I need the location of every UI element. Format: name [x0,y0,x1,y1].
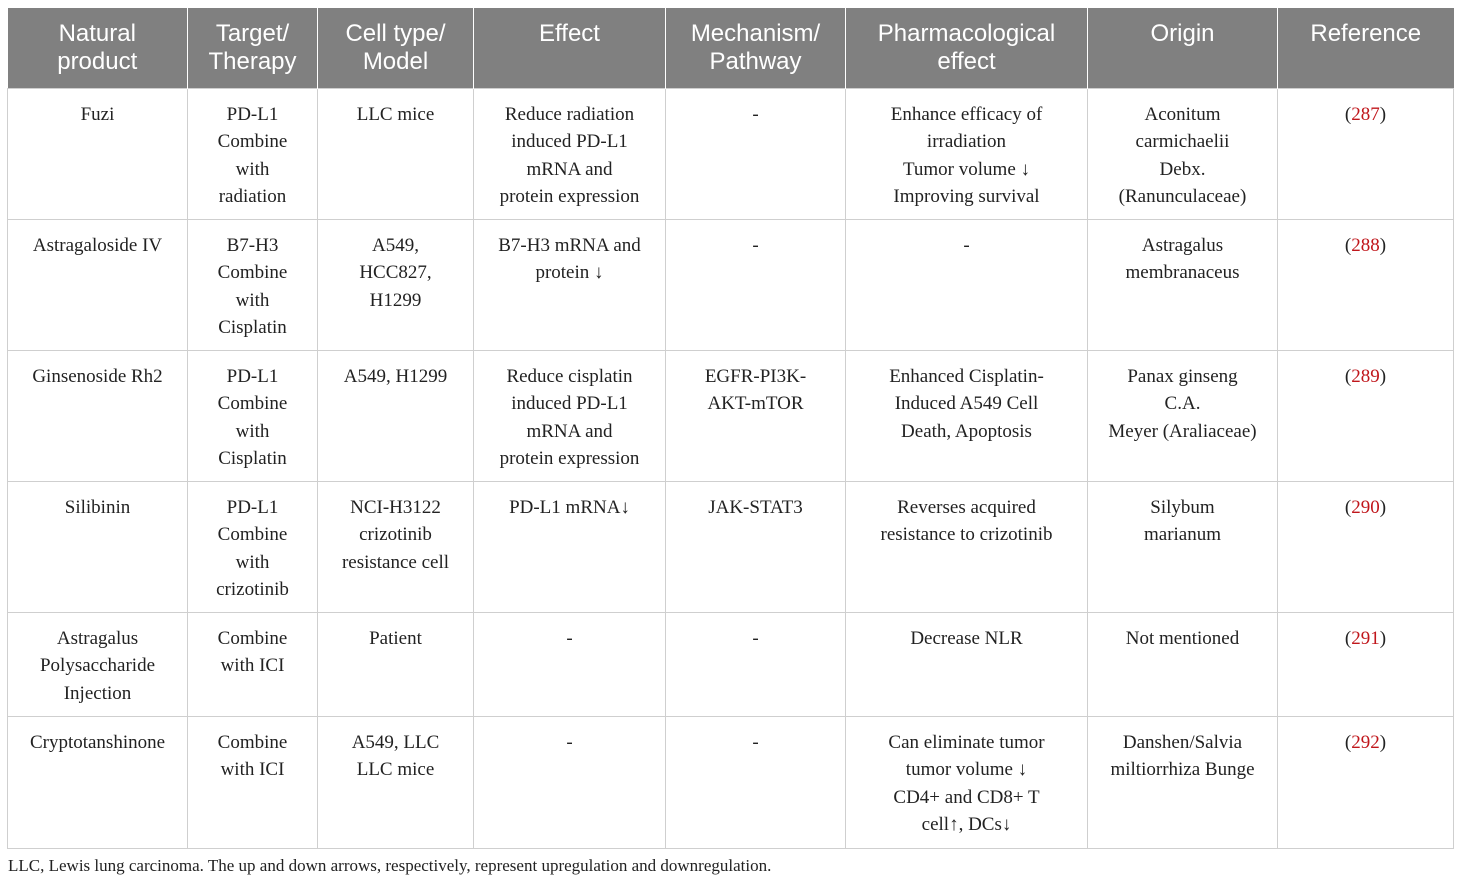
cell-cell-type-model: A549, HCC827, H1299 [318,219,474,350]
reference-link[interactable]: 290 [1351,496,1380,518]
cell-mechanism-pathway: EGFR-PI3K- AKT-mTOR [666,350,846,481]
table-row [8,481,1454,612]
table-footnote: LLC, Lewis lung carcinoma. The up and down arrows, respectively, represent upregulation and downregulation. [8,856,772,875]
cell-reference: (290) [1278,481,1454,612]
cell-pharmacological-effect: Can eliminate tumor tumor volume ↓ CD4+ and CD8+ T cell↑, DCs↓ [846,716,1088,848]
table-row [8,88,1454,219]
cell-effect: Reduce radiation induced PD-L1 mRNA and protein expression [474,88,666,219]
reference-link[interactable]: 287 [1351,103,1380,125]
cell-natural-product: Silibinin [8,481,188,612]
cell-cell-type-model: LLC mice [318,88,474,219]
cell-mechanism-pathway: JAK-STAT3 [666,481,846,612]
cell-reference: (291) [1278,612,1454,716]
header-target-therapy: Target/ Therapy [188,8,318,88]
cell-natural-product: Astragalus Polysaccharide Injection [8,612,188,716]
cell-pharmacological-effect: Enhanced Cisplatin- Induced A549 Cell Death, Apoptosis [846,350,1088,481]
header-cell-type-model: Cell type/ Model [318,8,474,88]
header-mechanism-pathway: Mechanism/ Pathway [666,8,846,88]
natural-products-table [7,8,1454,849]
cell-natural-product: Ginsenoside Rh2 [8,350,188,481]
cell-origin: Not mentioned [1088,612,1278,716]
cell-effect: Reduce cisplatin induced PD-L1 mRNA and protein expression [474,350,666,481]
table-row [8,219,1454,350]
cell-mechanism-pathway: - [666,612,846,716]
cell-target-therapy: B7-H3 Combine with Cisplatin [188,219,318,350]
cell-pharmacological-effect: Reverses acquired resistance to crizotinib [846,481,1088,612]
reference-link[interactable]: 292 [1351,731,1380,753]
cell-natural-product: Fuzi [8,88,188,219]
cell-origin: Aconitum carmichaelii Debx. (Ranunculaceae) [1088,88,1278,219]
cell-target-therapy: Combine with ICI [188,612,318,716]
table-row [8,612,1454,716]
cell-natural-product: Astragaloside IV [8,219,188,350]
cell-effect: - [474,716,666,848]
cell-reference: (287) [1278,88,1454,219]
table-row [8,350,1454,481]
cell-pharmacological-effect: Enhance efficacy of irradiation Tumor volume ↓ Improving survival [846,88,1088,219]
cell-natural-product: Cryptotanshinone [8,716,188,848]
cell-cell-type-model: A549, H1299 [318,350,474,481]
cell-pharmacological-effect: Decrease NLR [846,612,1088,716]
cell-reference: (292) [1278,716,1454,848]
cell-reference: (289) [1278,350,1454,481]
cell-cell-type-model: Patient [318,612,474,716]
cell-reference: (288) [1278,219,1454,350]
cell-mechanism-pathway: - [666,88,846,219]
header-origin: Origin [1088,8,1278,88]
reference-link[interactable]: 289 [1351,365,1380,387]
cell-mechanism-pathway: - [666,219,846,350]
data-table-container [7,8,1453,849]
cell-effect: B7-H3 mRNA and protein ↓ [474,219,666,350]
cell-effect: - [474,612,666,716]
cell-origin: Silybum marianum [1088,481,1278,612]
reference-link[interactable]: 291 [1351,627,1380,649]
cell-target-therapy: PD-L1 Combine with Cisplatin [188,350,318,481]
header-natural-product: Natural product [8,8,188,88]
cell-target-therapy: PD-L1 Combine with crizotinib [188,481,318,612]
table-row [8,716,1454,848]
cell-origin: Danshen/Salvia miltiorrhiza Bunge [1088,716,1278,848]
cell-target-therapy: PD-L1 Combine with radiation [188,88,318,219]
cell-effect: PD-L1 mRNA↓ [474,481,666,612]
cell-cell-type-model: NCI-H3122 crizotinib resistance cell [318,481,474,612]
cell-target-therapy: Combine with ICI [188,716,318,848]
table-header-row [8,8,1454,88]
cell-pharmacological-effect: - [846,219,1088,350]
reference-link[interactable]: 288 [1351,234,1380,256]
cell-mechanism-pathway: - [666,716,846,848]
cell-origin: Astragalus membranaceus [1088,219,1278,350]
header-effect: Effect [474,8,666,88]
header-reference: Reference [1278,8,1454,88]
cell-cell-type-model: A549, LLC LLC mice [318,716,474,848]
header-pharmacological-effect: Pharmacological effect [846,8,1088,88]
cell-origin: Panax ginseng C.A. Meyer (Araliaceae) [1088,350,1278,481]
